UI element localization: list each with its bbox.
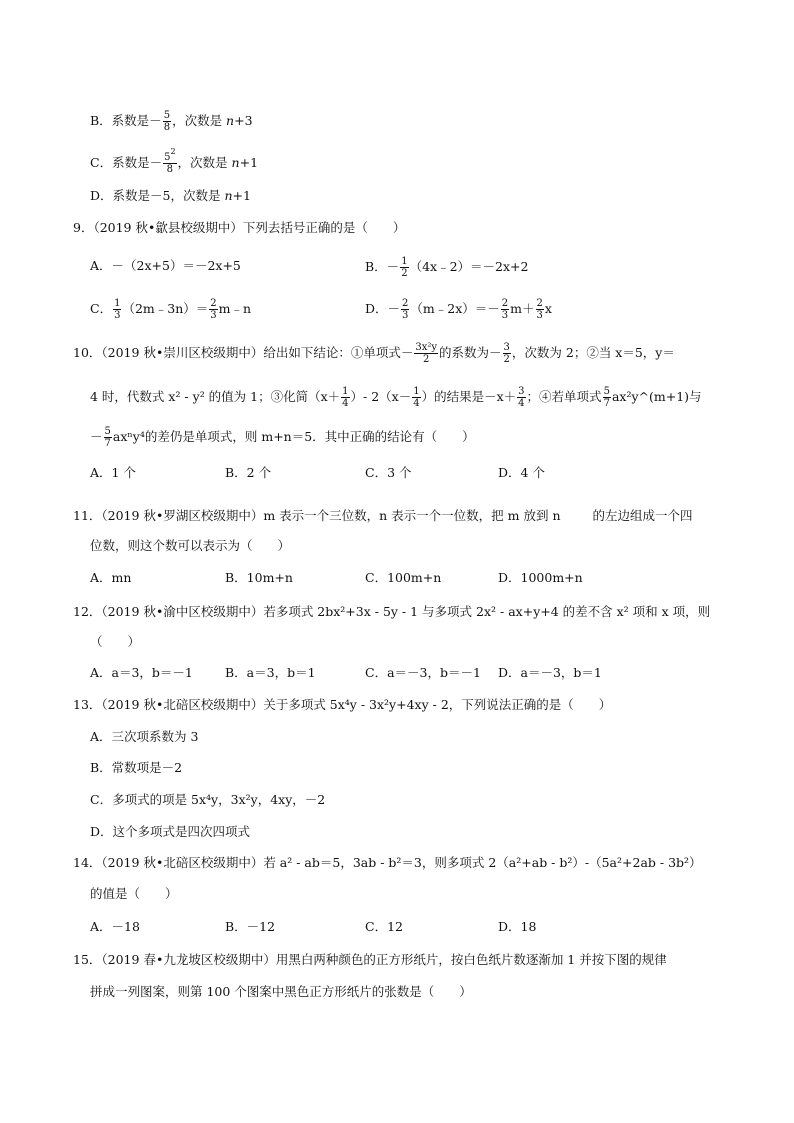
q9-option-d: D．－ $\frac{2}{3}$ （m﹣2x）＝－ $\frac{2}{3}$ m＋ $\frac{2}{3}$ x — [365, 298, 552, 321]
fraction: $\frac{1}{3}$ — [114, 298, 121, 321]
q10-option-b: B．2 个 — [225, 465, 272, 480]
q10-line-2: 4 时，代数式 x² - y² 的值为 1；③化简（x＋ $\frac{1}{4}$ ）- 2（x－ $\frac{1}{4}$ ）的结果是－x＋ $\frac{3}{4}$ ；④若单项式 $\frac{5}{7}$ ax²y^(m+1)与 — [90, 386, 702, 409]
q8-option-c: C．系数是－ $\frac{5^2}{8}$ ，次数是 n+1 — [90, 147, 259, 175]
q14-option-c: C．12 — [365, 919, 403, 934]
q13-option-a: A．三次项系数为 3 — [90, 729, 199, 744]
q13-stem: 13．（2019 秋•北碚区校级期中）关于多项式 5x⁴y - 3x²y+4xy - 2，下列说法正确的是（ ） — [73, 697, 612, 712]
fraction: $\frac{2}{3}$ — [501, 298, 509, 321]
q12-line-2: （ ） — [90, 634, 141, 649]
q13-option-d: D．这个多项式是四次四项式 — [90, 824, 251, 839]
q14-line-2: 的值是（ ） — [90, 886, 178, 901]
q11-option-c: C．100m+n — [365, 570, 442, 585]
fraction: $\frac{3}{2}$ — [503, 342, 510, 365]
fraction: $\frac{1}{4}$ — [413, 386, 420, 409]
q14-option-d: D．18 — [498, 919, 537, 934]
q13-option-b: B．常数项是－2 — [90, 760, 183, 775]
q12-option-a: A．a＝3，b＝－1 — [90, 665, 193, 680]
q12-option-b: B．a＝3，b＝1 — [225, 665, 316, 680]
q9-stem: 9．（2019 秋•歙县校级期中）下列去括号正确的是（ ） — [73, 220, 406, 235]
fraction: $\frac{5}{7}$ — [603, 386, 610, 409]
q8-option-b: B．系数是－ $\frac{5}{8}$ ，次数是 n+3 — [90, 110, 253, 133]
q11-line-2: 位数，则这个数可以表示为（ ） — [90, 538, 291, 553]
q10-option-c: C．3 个 — [365, 465, 412, 480]
q9-option-b: B．－ $\frac{1}{2}$ （4x﹣2）＝－2x+2 — [365, 256, 529, 279]
fraction: $\frac{5}{7}$ — [104, 426, 111, 449]
fraction: $\frac{5^2}{8}$ — [164, 147, 176, 175]
fraction: $\frac{1}{4}$ — [342, 386, 349, 409]
q12-option-d: D．a＝－3，b＝1 — [498, 665, 602, 680]
q10-line-3: － $\frac{5}{7}$ axⁿy⁴的差仍是单项式，则 m+n＝5．其中正确的结论有（ ） — [90, 426, 475, 449]
q8-option-d: D．系数是－5，次数是 n+1 — [90, 188, 251, 203]
q11-line-1: 11．（2019 秋•罗湖区校级期中）m 表示一个三位数，n 表示一个一位数，把 m 放到 n 的左边组成一个四 — [73, 508, 693, 523]
q9-option-a: A．－（2x+5）＝－2x+5 — [90, 258, 241, 273]
fraction: $\frac{5}{8}$ — [163, 110, 171, 133]
q10-option-a: A．1 个 — [90, 465, 136, 480]
q15-line-1: 15．（2019 春•九龙坡区校级期中）用黑白两种颜色的正方形纸片，按白色纸片数逐渐加 1 并按下图的规律 — [73, 952, 667, 967]
q14-option-a: A．－18 — [90, 919, 140, 934]
q11-option-d: D．1000m+n — [498, 570, 583, 585]
q12-option-c: C．a＝－3，b＝－1 — [365, 665, 481, 680]
q13-option-c: C．多项式的项是 5x⁴y，3x²y，4xy，－2 — [90, 792, 326, 807]
fraction: $\frac{2}{3}$ — [210, 298, 217, 321]
q10-option-d: D．4 个 — [498, 465, 545, 480]
q10-line-1: 10．（2019 秋•崇川区校级期中）给出如下结论：①单项式－ $\frac{\text{3x²y}}{2}$ 的系数为－ $\frac{3}{2}$ ，次数为 2；②当 x＝5，y＝ — [73, 342, 675, 365]
q12-line-1: 12．（2019 秋•渝中区校级期中）若多项式 2bx²+3x - 5y - 1 与多项式 2x² - ax+y+4 的差不含 x² 项和 x 项，则 — [73, 604, 711, 619]
fraction: $\frac{1}{2}$ — [401, 256, 408, 279]
q11-option-a: A．mn — [90, 570, 132, 585]
q14-option-b: B．－12 — [225, 919, 276, 934]
fraction: $\frac{\text{3x²y}}{2}$ — [415, 342, 437, 365]
fraction: $\frac{3}{4}$ — [518, 386, 525, 409]
q9-option-c: C． $\frac{1}{3}$ （2m﹣3n）＝ $\frac{2}{3}$ m﹣n — [90, 298, 252, 321]
fraction: $\frac{2}{3}$ — [536, 298, 543, 321]
q11-option-b: B．10m+n — [225, 570, 293, 585]
q14-line-1: 14．（2019 秋•北碚区校级期中）若 a² - ab＝5，3ab - b²＝3，则多项式 2（a²+ab - b²）-（5a²+2ab - 3b²） — [73, 855, 702, 870]
fraction: $\frac{2}{3}$ — [402, 298, 409, 321]
q15-line-2: 拼成一列图案，则第 100 个图案中黑色正方形纸片的张数是（ ） — [90, 984, 472, 999]
